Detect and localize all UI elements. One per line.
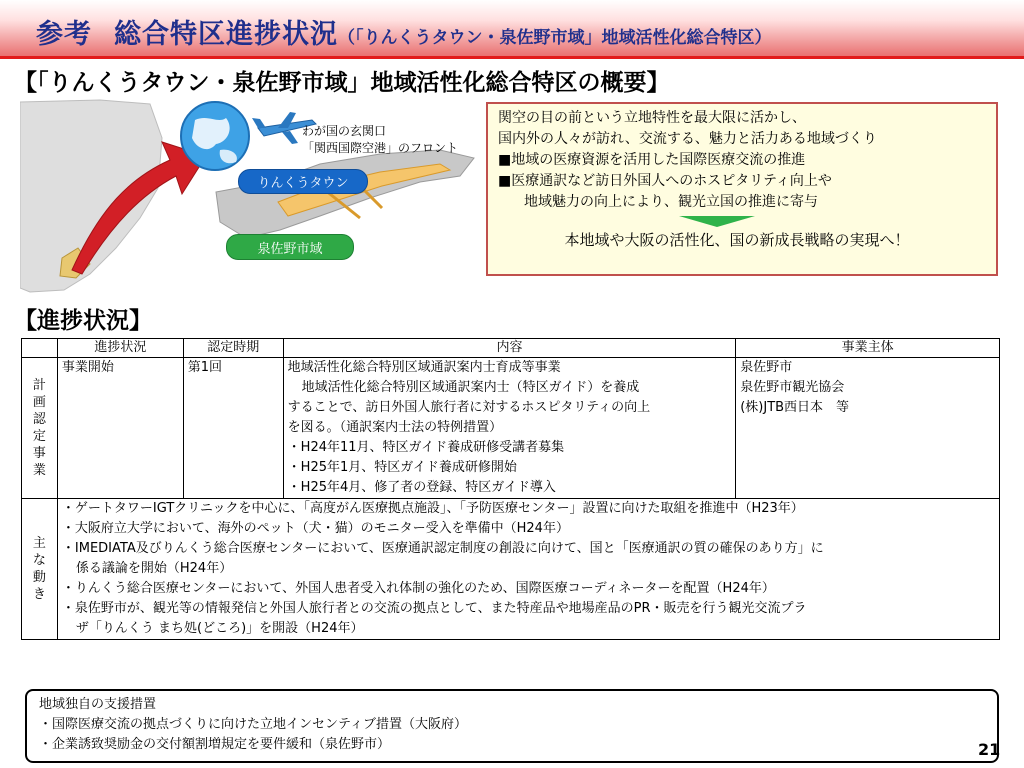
content-line: ・H25年4月、修了者の登録、特区ガイド導入 bbox=[287, 480, 556, 495]
info-line: ■医療通訳など訪日外国人へのホスピタリティ向上や bbox=[498, 173, 832, 189]
movement-item: ザ「りんくう まち処(どころ)」を開設（H24年） bbox=[75, 621, 364, 636]
overview-info-box bbox=[486, 102, 998, 276]
support-measures-box bbox=[25, 689, 999, 763]
plan-entities bbox=[736, 358, 1000, 499]
movement-item: ・りんくう総合医療センターにおいて、外国人患者受入れ体制の強化のため、国際医療コーディネーターを配置（H24年） bbox=[61, 581, 775, 596]
support-line: 地域独自の支援措置 bbox=[39, 697, 157, 712]
info-line: 国内外の人々が訪れ、交流する、魅力と活力ある地域づくり bbox=[498, 131, 877, 147]
content-line: 地域活性化総合特別区域通訳案内士（特区ガイド）を養成 bbox=[301, 380, 640, 395]
table-row bbox=[22, 358, 1000, 499]
main-movements bbox=[57, 499, 999, 640]
content-line: ・H25年1月、特区ガイド養成研修開始 bbox=[287, 460, 517, 475]
support-line: ・企業誘致奨励金の交付額割増規定を要件緩和（泉佐野市） bbox=[39, 737, 391, 752]
support-line: ・国際医療交流の拠点づくりに向けた立地インセンティブ措置（大阪府） bbox=[39, 717, 467, 732]
page-number: 21 bbox=[978, 740, 1001, 759]
map-illustration bbox=[20, 98, 480, 296]
gateway-label-2: 「関西国際空港」のフロント bbox=[302, 141, 459, 155]
izumisano-badge: 泉佐野市域 bbox=[226, 234, 354, 260]
entity-line: 泉佐野市 bbox=[740, 360, 793, 375]
rinku-town-badge: りんくうタウン bbox=[238, 169, 368, 194]
info-line: 関空の目の前という立地特性を最大限に活かし、 bbox=[498, 110, 806, 126]
plan-period: 第1回 bbox=[183, 358, 283, 499]
header-blank bbox=[22, 339, 58, 358]
info-line: 地域魅力の向上により、観光立国の推進に寄与 bbox=[524, 194, 818, 210]
main-row-label: 主な動き bbox=[22, 499, 58, 640]
content-line: を図る。（通訳案内士法の特例措置） bbox=[287, 420, 503, 435]
title-sub: （「りんくうタウン・泉佐野市域」地域活性化総合特区） bbox=[338, 28, 772, 48]
title-main: 総合特区進捗状況 bbox=[114, 19, 338, 50]
movement-item: 係る議論を開始（H24年） bbox=[75, 561, 233, 576]
entity-line: 泉佐野市観光協会 bbox=[740, 380, 845, 395]
progress-table bbox=[21, 338, 1000, 640]
overview-heading: 【「りんくうタウン・泉佐野市域」地域活性化総合特区の概要】 bbox=[14, 70, 670, 96]
movement-item: ・大阪府立大学において、海外のペット（犬・猫）のモニター受入を準備中（H24年） bbox=[61, 521, 569, 536]
movement-item: ・泉佐野市が、観光等の情報発信と外国人旅行者との交流の拠点として、また特産品や地場産品のPR・販売を行う観光交流プラ bbox=[61, 601, 807, 616]
column-header: 進捗状況 bbox=[57, 339, 183, 358]
column-header: 認定時期 bbox=[183, 339, 283, 358]
down-arrow-icon bbox=[679, 216, 755, 227]
content-line: 地域活性化総合特別区域通訳案内士育成等事業 bbox=[287, 360, 561, 375]
entity-line: (株)JTB西日本 等 bbox=[740, 400, 850, 415]
gateway-label-1: わが国の玄関口 bbox=[302, 124, 387, 138]
content-line: ・H24年11月、特区ガイド養成研修受講者募集 bbox=[287, 440, 565, 455]
title-underline bbox=[0, 56, 1024, 59]
progress-heading: 【進捗状況】 bbox=[14, 308, 152, 334]
info-line: ■地域の医療資源を活用した国際医療交流の推進 bbox=[498, 152, 806, 168]
movement-item: ・IMEDIATA及びりんくう総合医療センターにおいて、医療通訳認定制度の創設に向けて、国と「医療通訳の質の確保のあり方」に bbox=[61, 541, 824, 556]
plan-content bbox=[283, 358, 736, 499]
table-row bbox=[22, 499, 1000, 640]
info-conclusion: 本地域や大阪の活性化、国の新成長戦略の実現へ！ bbox=[564, 231, 910, 249]
title-prefix: 参考 bbox=[36, 19, 92, 50]
page-title bbox=[36, 12, 772, 51]
column-header: 内容 bbox=[283, 339, 736, 358]
plan-row-label: 計画認定事業 bbox=[22, 358, 58, 499]
map-graphic bbox=[20, 98, 480, 296]
content-line: することで、訪日外国人旅行者に対するホスピタリティの向上 bbox=[287, 400, 651, 415]
movement-item: ・ゲートタワーIGTクリニックを中心に、「高度がん医療拠点施設」、「予防医療センター」設置に向けた取組を推進中（H23年） bbox=[61, 501, 804, 516]
plan-status: 事業開始 bbox=[57, 358, 183, 499]
table-header-row bbox=[22, 339, 1000, 358]
column-header: 事業主体 bbox=[736, 339, 1000, 358]
title-banner bbox=[0, 0, 1024, 58]
